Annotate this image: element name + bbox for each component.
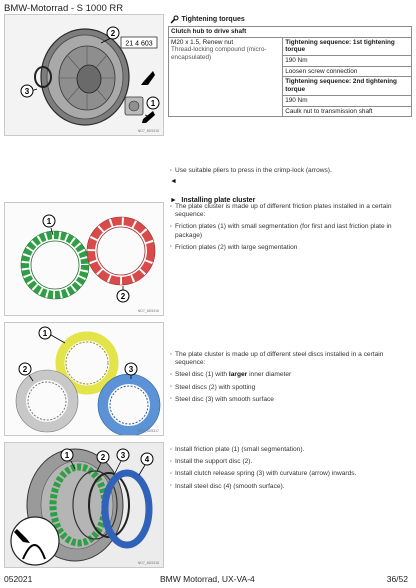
torque-table [168, 14, 412, 117]
steel-intro: · The plate cluster is made up of different steel discs installed in a certain sequence: [170, 351, 410, 367]
torque-spec-line1: M20 x 1.5, Renew nut [171, 38, 234, 46]
callout-3: 3 [24, 86, 30, 96]
figure-clutch-hub [4, 14, 164, 136]
footer-date: 052021 [4, 574, 33, 584]
installation-illustration [5, 443, 163, 567]
figure-friction-plates [4, 202, 164, 316]
section-title: Installing plate cluster [181, 197, 256, 204]
torque-spec-cell [169, 37, 283, 117]
torque-note1: Loosen screw connection [283, 66, 412, 77]
friction-intro: · The plate cluster is made up of different friction plates installed in a certain sequence: [170, 203, 410, 219]
figure-id: ND7_6D5316 [137, 309, 159, 313]
callout-2: 2 [110, 28, 116, 38]
callout-1: 1 [150, 98, 156, 108]
clutch-hub-illustration [5, 15, 163, 135]
callout-1: 1 [42, 328, 48, 338]
friction-plates-illustration [5, 203, 163, 315]
torque-val1: 190 Nm [283, 56, 412, 67]
callout-2: 2 [100, 452, 106, 462]
torque-subtitle: Clutch hub to drive shaft [169, 27, 412, 38]
figure-id: ND7_6D5317 [137, 429, 159, 433]
torque-seq2: Tightening sequence: 2nd tightening torque [283, 77, 412, 95]
figure-id: ND7_6D5318 [137, 561, 159, 565]
pliers-note-block [170, 167, 410, 179]
steel-discs-illustration [5, 323, 163, 435]
callout-3: 3 [120, 450, 126, 460]
torque-title-text: Tightening torques [181, 15, 245, 23]
torque-table-title [169, 15, 410, 25]
install-step-2: · Install the support disc (2). [170, 458, 410, 466]
figure-steel-discs [4, 322, 164, 436]
steel-item-2: · Steel discs (2) with spotting [170, 384, 410, 392]
part-number-label: 21 4 603 [125, 40, 153, 48]
pliers-note: · Use suitable pliers to press in the crimp-lock (arrows). [170, 167, 410, 175]
section-marker: ► [170, 197, 177, 204]
install-step-3: · Install clutch release spring (3) with curvature (arrow) inwards. [170, 470, 410, 478]
wrench-icon [169, 15, 179, 25]
friction-item-1: · Friction plates (1) with small segmentation (for first and last friction plate in package) [170, 223, 410, 239]
callout-3: 3 [128, 364, 134, 374]
friction-item-2: · Friction plates (2) with large segmentation [170, 244, 410, 252]
steel-item-3: · Steel disc (3) with smooth surface [170, 396, 410, 404]
document-header: BMW-Motorrad - S 1000 RR [4, 3, 124, 14]
callout-2: 2 [22, 364, 28, 374]
installation-text-block [170, 446, 410, 495]
callout-1: 1 [64, 450, 70, 460]
friction-text-block [170, 203, 410, 256]
callout-2: 2 [120, 291, 126, 301]
steel-item-1: · Steel disc (1) with larger inner diameter [170, 371, 410, 379]
callout-1: 1 [46, 216, 52, 226]
back-marker: ◄ [170, 178, 177, 185]
figure-id: ND7_6D5315 [137, 129, 159, 133]
torque-seq1: Tightening sequence: 1st tightening torque [283, 37, 412, 55]
footer-page-number: 36/52 [386, 574, 408, 584]
install-step-1: · Install friction plate (1) (small segmentation). [170, 446, 410, 454]
figure-installation [4, 442, 164, 568]
install-step-4: · Install steel disc (4) (smooth surface). [170, 483, 410, 491]
torque-spec-line2: Thread-locking compound (micro-encapsulated) [171, 46, 267, 62]
torque-val2: 190 Nm [283, 95, 412, 106]
steel-text-block [170, 351, 410, 408]
footer-center: BMW Motorrad, UX-VA-4 [160, 574, 255, 584]
torque-note2: Caulk nut to transmission shaft [283, 106, 412, 117]
callout-4: 4 [144, 454, 150, 464]
